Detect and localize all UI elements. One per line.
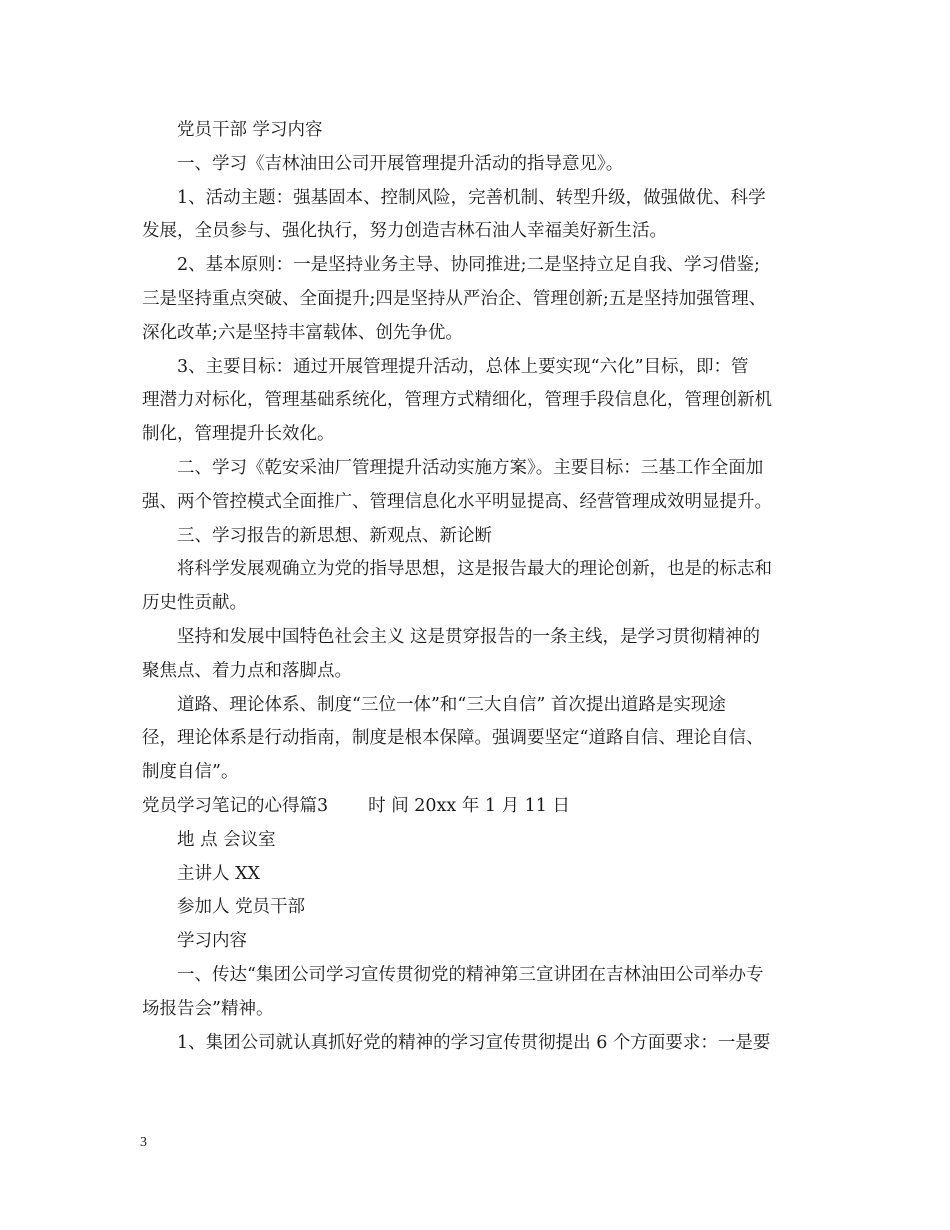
meeting-speaker: 主讲人 XX (177, 863, 260, 884)
meeting-time: 时 间 20xx 年 1 月 11 日 (368, 795, 570, 816)
text-line: 制化，管理提升长效化。 (142, 424, 335, 445)
text-line: 道路、理论体系、制度“三位一体”和“三大自信” 首次提出道路是实现途 (177, 694, 726, 715)
text-line: 将科学发展观确立为党的指导思想，这是报告最大的理论创新，也是的标志和 (177, 559, 772, 580)
text-line: 1、集团公司就认真抓好党的精神的学习宣传贯彻提出 6 个方面要求：一是要 (177, 1032, 771, 1053)
section-heading-line (142, 790, 812, 824)
text-line: 二、学习《乾安采油厂管理提升活动实施方案》。主要目标：三基工作全面加 (177, 457, 764, 478)
meeting-location: 地 点 会议室 (177, 829, 276, 850)
text-line: 聚焦点、着力点和落脚点。 (142, 660, 352, 681)
text-line: 场报告会”精神。 (142, 998, 274, 1019)
text-line: 2、基本原则：一是坚持业务主导、协同推进;二是坚持立足自我、学习借鉴; (177, 255, 760, 276)
text-line: 深化改革;六是坚持丰富载体、创先争优。 (142, 322, 463, 343)
text-line: 3、主要目标：通过开展管理提升活动，总体上要实现“六化”目标，即：管 (177, 356, 749, 377)
meeting-content-label: 学习内容 (177, 931, 247, 952)
text-line: 三是坚持重点突破、全面提升;四是坚持从严治企、管理创新;五是坚持加强管理、 (142, 288, 767, 309)
text-line: 1、活动主题：强基固本、控制风险，完善机制、转型升级，做强做优、科学 (177, 187, 766, 208)
text-line: 一、学习《吉林油田公司开展管理提升活动的指导意见》。 (177, 153, 624, 174)
text-line: 理潜力对标化，管理基础系统化，管理方式精细化，管理手段信息化，管理创新机 (142, 390, 772, 411)
section-title: 党员学习笔记的心得篇3 (142, 795, 329, 816)
text-line: 发展，全员参与、强化执行，努力创造吉林石油人幸福美好新生活。 (142, 221, 667, 242)
document-body (142, 114, 812, 1060)
text-line: 径，理论体系是行动指南，制度是根本保障。强调要坚定“道路自信、理论自信、 (142, 728, 764, 749)
text-line: 强、两个管控模式全面推广、管理信息化水平明显提高、经营管理成效明显提升。 (142, 491, 772, 512)
text-line: 一、传达“集团公司学习宣传贯彻党的精神第三宣讲团在吉林油田公司举办专 (177, 964, 764, 985)
text-line: 三、学习报告的新思想、新观点、新论断 (177, 525, 492, 546)
text-line: 制度自信”。 (142, 762, 239, 783)
text-line: 坚持和发展中国特色社会主义 这是贯穿报告的一条主线，是学习贯彻精神的 (177, 626, 761, 647)
meeting-attendees: 参加人 党员干部 (177, 897, 306, 918)
text-line: 党员干部 学习内容 (177, 120, 323, 140)
text-line: 历史性贡献。 (142, 593, 247, 614)
page-number: 3 (140, 1135, 147, 1150)
